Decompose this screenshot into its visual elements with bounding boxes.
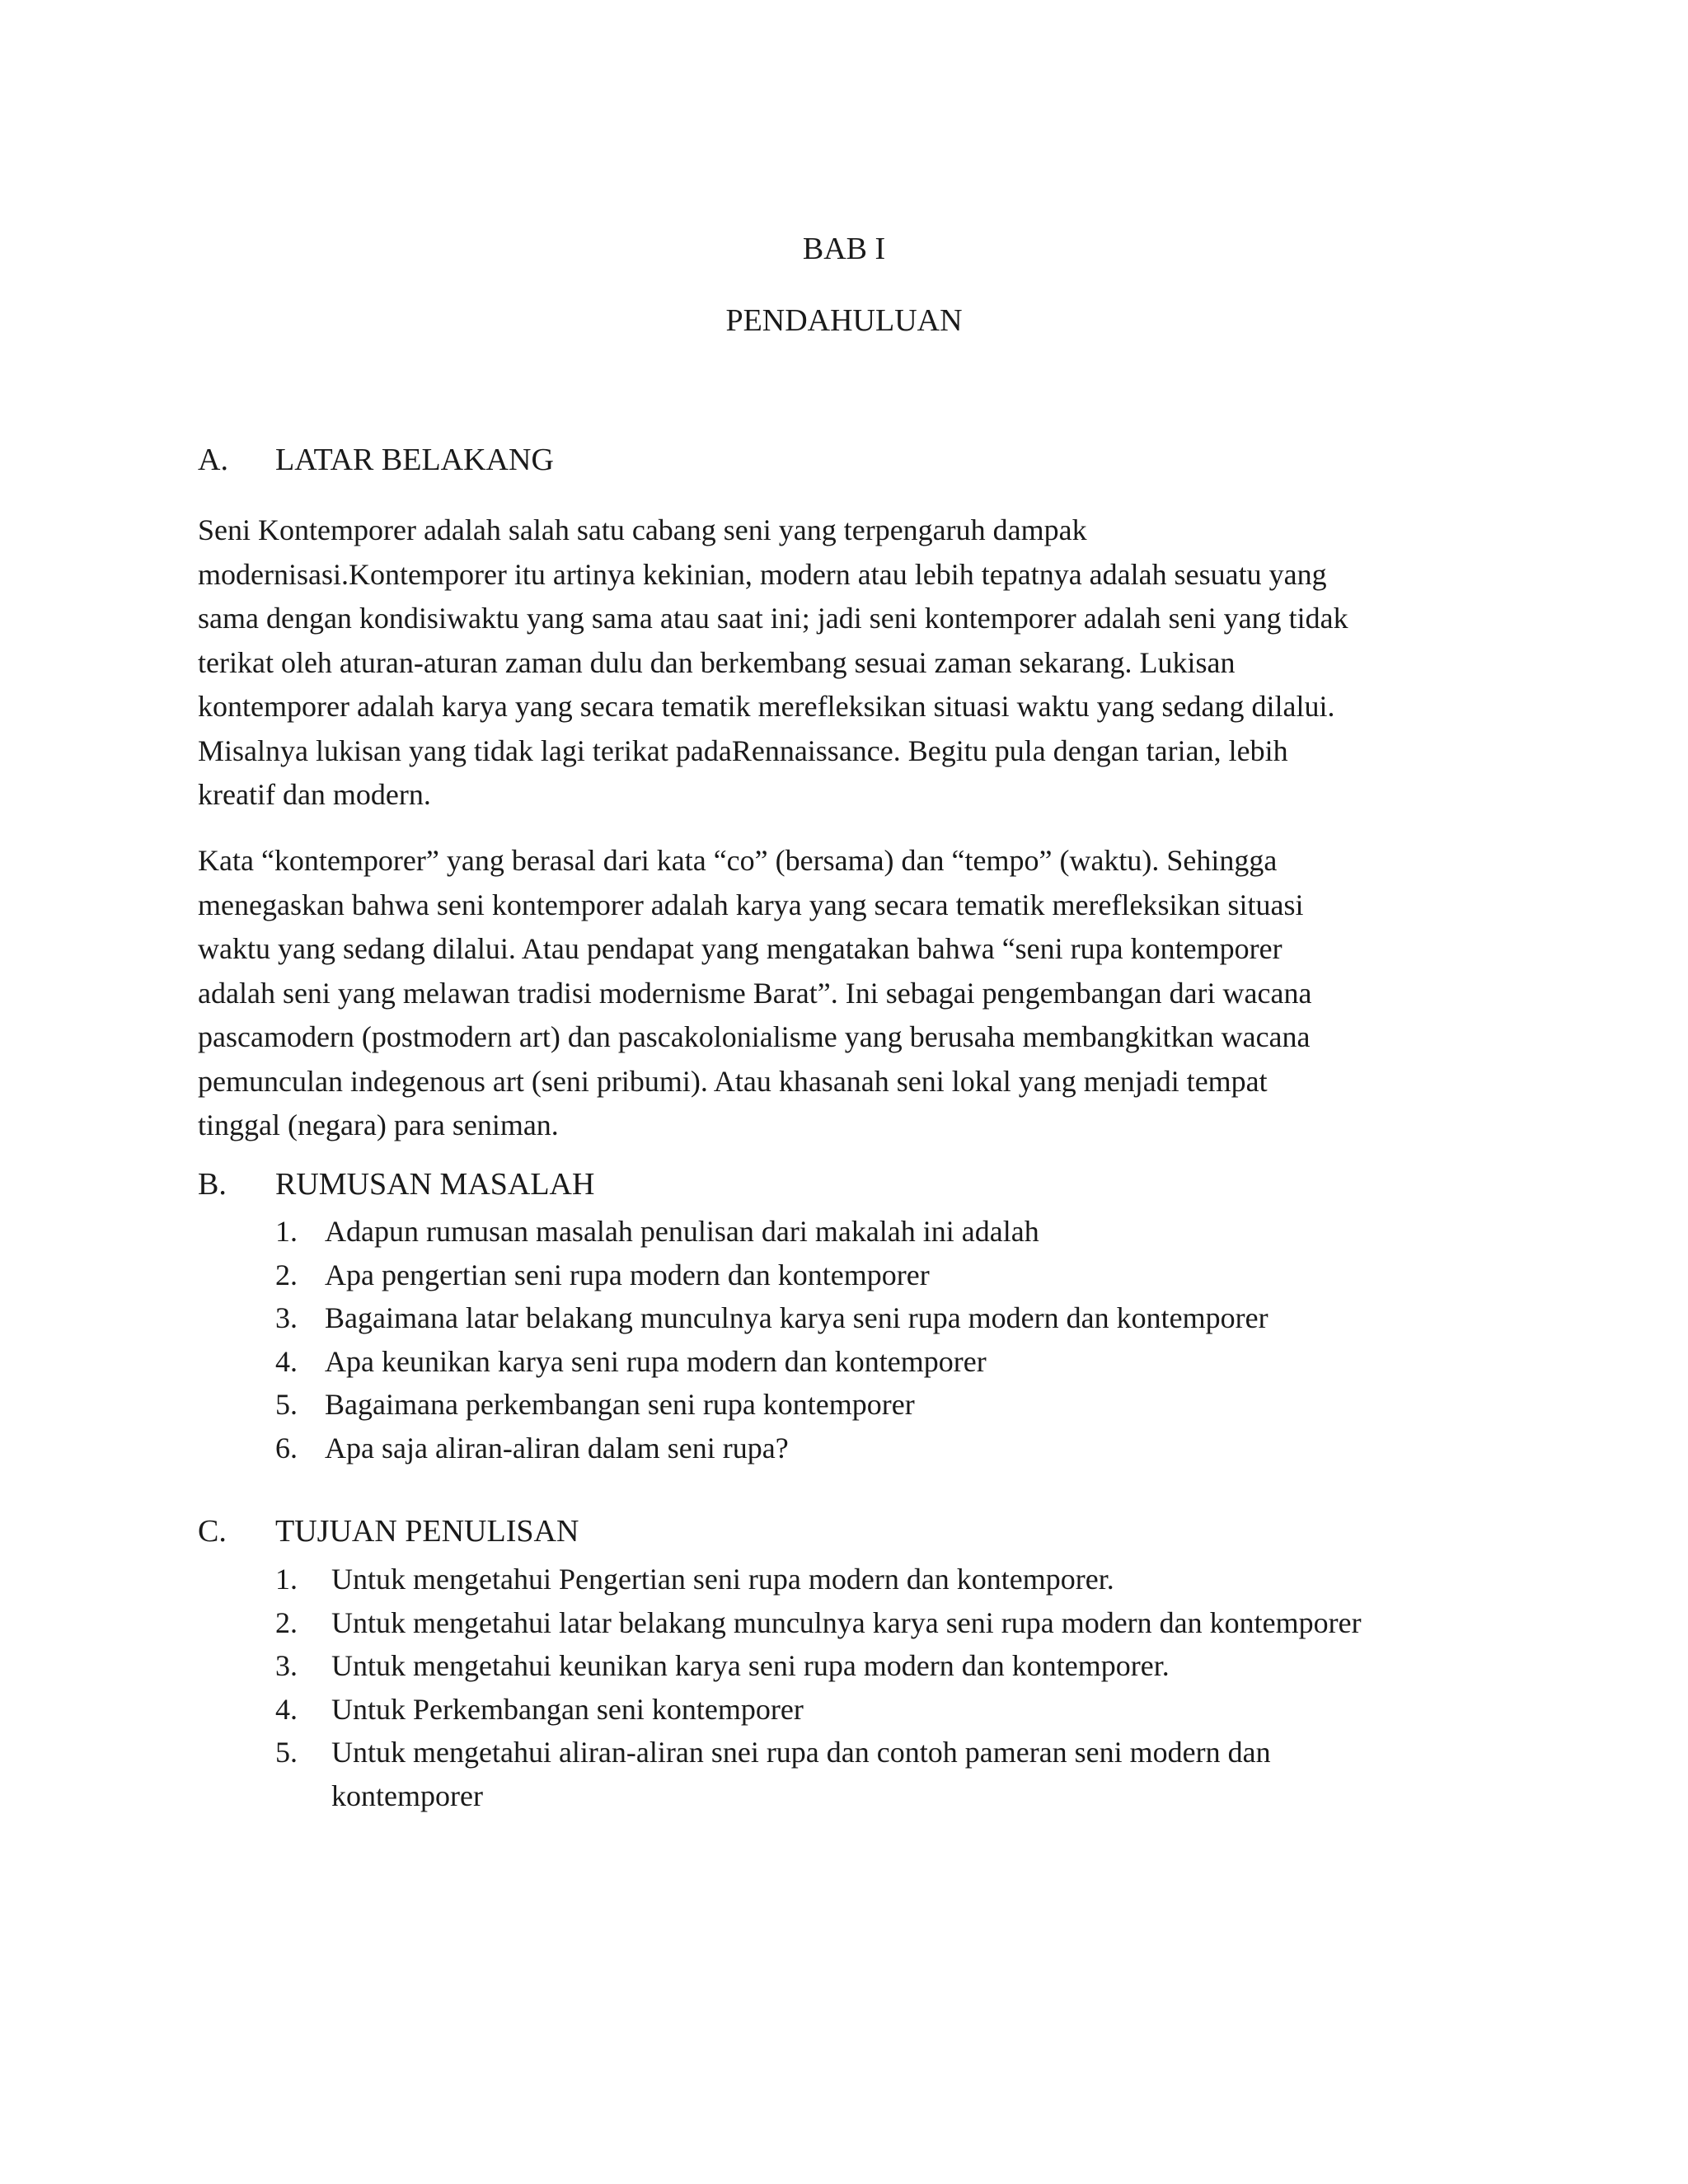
tujuan-penulisan-list [275, 1558, 1362, 1817]
list-item-number: 5. [275, 1736, 298, 1769]
list-item-number: 4. [275, 1692, 298, 1726]
section-b-title: RUMUSAN MASALAH [275, 1167, 595, 1202]
list-item [275, 1254, 1268, 1297]
list-item-number: 6. [275, 1431, 298, 1465]
list-item-continuation: kontemporer [331, 1779, 483, 1812]
list-item-text: Untuk mengetahui Pengertian seni rupa modern dan kontemporer. [331, 1563, 1114, 1596]
list-item-text: Bagaimana latar belakang munculnya karya seni rupa modern dan kontemporer [325, 1301, 1268, 1334]
paragraph-line: waktu yang sedang dilalui. Atau pendapat yang mengatakan bahwa “seni rupa kontemporer [198, 932, 1282, 965]
paragraph-line: modernisasi.Kontemporer itu artinya kekinian, modern atau lebih tepatnya adalah sesuatu yang [198, 557, 1327, 591]
section-c-title: TUJUAN PENULISAN [275, 1514, 579, 1549]
section-a-title: LATAR BELAKANG [275, 443, 554, 477]
paragraph-line: terikat oleh aturan-aturan zaman dulu dan berkembang sesuai zaman sekarang. Lukisan [198, 645, 1236, 679]
paragraph-latar-belakang-2 [198, 839, 1484, 1148]
section-b-letter: B. [198, 1167, 227, 1202]
list-item [275, 1731, 1362, 1817]
list-item-number: 1. [275, 1215, 298, 1248]
paragraph-line: Kata “kontemporer” yang berasal dari kata “co” (bersama) dan “tempo” (waktu). Sehingga [198, 844, 1278, 877]
list-item-text: Adapun rumusan masalah penulisan dari makalah ini adalah [325, 1215, 1039, 1248]
list-item [275, 1558, 1362, 1601]
list-item-text: Apa keunikan karya seni rupa modern dan kontemporer [325, 1344, 987, 1378]
list-item-number: 3. [275, 1301, 298, 1334]
list-item-number: 5. [275, 1388, 298, 1421]
list-item [275, 1644, 1362, 1688]
paragraph-line: tinggal (negara) para seniman. [198, 1108, 559, 1141]
section-a-letter: A. [198, 443, 228, 477]
paragraph-line: Misalnya lukisan yang tidak lagi terikat padaRennaissance. Begitu pula dengan tarian, lebih [198, 733, 1288, 767]
list-item-text: Bagaimana perkembangan seni rupa kontemporer [325, 1388, 915, 1421]
list-item-text: Untuk mengetahui aliran-aliran snei rupa dan contoh pameran seni modern dan [331, 1736, 1271, 1769]
list-item-text: Untuk Perkembangan seni kontemporer [331, 1692, 804, 1726]
chapter-number: BAB I [802, 232, 886, 266]
paragraph-latar-belakang-1 [198, 509, 1484, 818]
list-item-number: 2. [275, 1258, 298, 1291]
section-b-heading [198, 1166, 594, 1202]
paragraph-line: menegaskan bahwa seni kontemporer adalah karya yang secara tematik merefleksikan situasi [198, 888, 1304, 921]
list-item-number: 1. [275, 1563, 298, 1596]
list-item [275, 1427, 1268, 1470]
list-item-text: Apa pengertian seni rupa modern dan kontemporer [325, 1258, 930, 1291]
paragraph-line: adalah seni yang melawan tradisi modernisme Barat”. Ini sebagai pengembangan dari wacana [198, 976, 1312, 1010]
section-a-heading [198, 442, 554, 478]
list-item [275, 1383, 1268, 1427]
list-item [275, 1601, 1362, 1645]
paragraph-line: kreatif dan modern. [198, 778, 431, 811]
paragraph-line: pascamodern (postmodern art) dan pascakolonialisme yang berusaha membangkitkan wacana [198, 1020, 1311, 1053]
list-item-text: Untuk mengetahui latar belakang munculnya karya seni rupa modern dan kontemporer [331, 1605, 1362, 1639]
list-item-number: 4. [275, 1344, 298, 1378]
list-item [275, 1210, 1268, 1254]
rumusan-masalah-list [275, 1210, 1268, 1469]
section-c-heading [198, 1513, 579, 1549]
list-item-text: Untuk mengetahui keunikan karya seni rupa modern dan kontemporer. [331, 1649, 1170, 1682]
chapter-title: PENDAHULUAN [725, 303, 963, 338]
list-item [275, 1340, 1268, 1384]
paragraph-line: kontemporer adalah karya yang secara tematik merefleksikan situasi waktu yang sedang dilalui. [198, 690, 1335, 723]
list-item-number: 2. [275, 1605, 298, 1639]
list-item [275, 1688, 1362, 1732]
list-item-number: 3. [275, 1649, 298, 1682]
list-item-text: Apa saja aliran-aliran dalam seni rupa? [325, 1431, 789, 1465]
paragraph-line: Seni Kontemporer adalah salah satu cabang seni yang terpengaruh dampak [198, 513, 1087, 546]
paragraph-line: sama dengan kondisiwaktu yang sama atau saat ini; jadi seni kontemporer adalah seni yang tidak [198, 602, 1348, 635]
section-c-letter: C. [198, 1514, 227, 1549]
paragraph-line: pemunculan indegenous art (seni pribumi). Atau khasanah seni lokal yang menjadi tempat [198, 1064, 1268, 1098]
list-item [275, 1296, 1268, 1340]
